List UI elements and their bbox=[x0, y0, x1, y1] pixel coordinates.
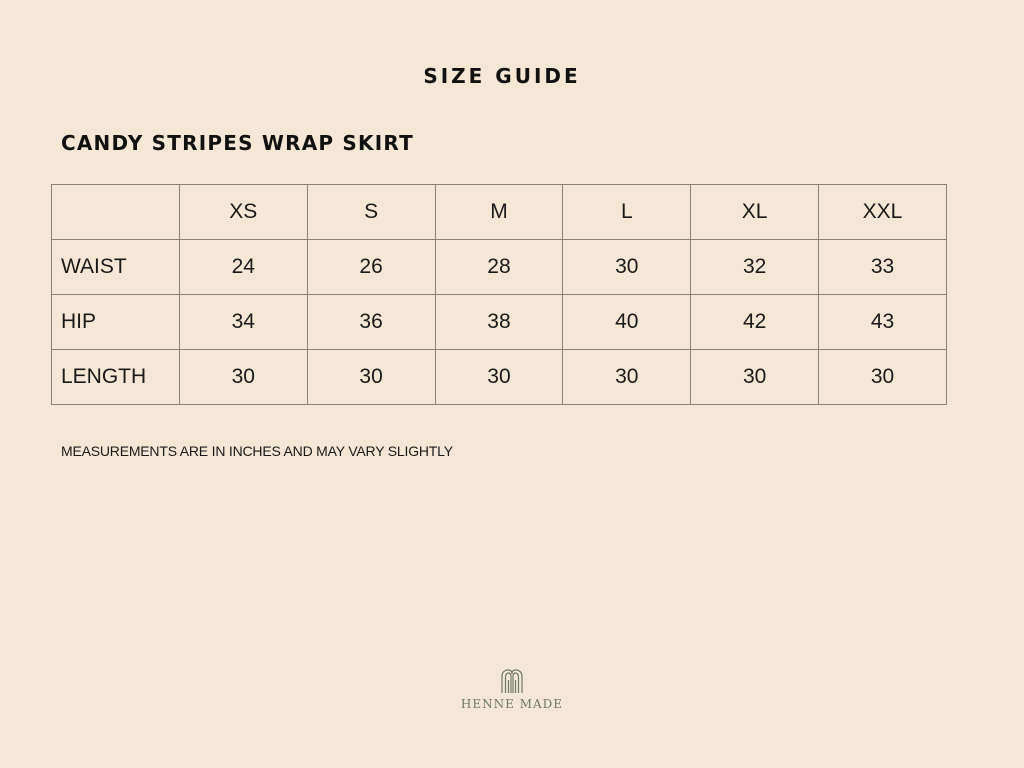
table-cell: 42 bbox=[691, 295, 819, 350]
table-cell: 30 bbox=[691, 350, 819, 405]
table-cell: 34 bbox=[179, 295, 307, 350]
column-header-l: L bbox=[563, 185, 691, 240]
brand-name: HENNE MADE bbox=[460, 697, 564, 711]
arch-monogram-icon bbox=[499, 668, 525, 694]
table-cell: 40 bbox=[563, 295, 691, 350]
table-cell: 26 bbox=[307, 240, 435, 295]
table-row bbox=[52, 295, 947, 350]
table-cell: 28 bbox=[435, 240, 563, 295]
table-cell: 33 bbox=[819, 240, 947, 295]
column-header-s: S bbox=[307, 185, 435, 240]
table-cell: 30 bbox=[179, 350, 307, 405]
table-corner-cell bbox=[52, 185, 180, 240]
measurement-note: MEASUREMENTS ARE IN INCHES AND MAY VARY SLIGHTLY bbox=[61, 443, 453, 459]
column-header-xs: XS bbox=[179, 185, 307, 240]
column-header-m: M bbox=[435, 185, 563, 240]
brand-footer bbox=[0, 668, 1024, 711]
table-cell: 30 bbox=[563, 240, 691, 295]
size-table bbox=[51, 184, 947, 405]
table-row bbox=[52, 240, 947, 295]
table-cell: 30 bbox=[307, 350, 435, 405]
row-label-hip: HIP bbox=[52, 295, 180, 350]
table-header-row bbox=[52, 185, 947, 240]
row-label-length: LENGTH bbox=[52, 350, 180, 405]
product-title: CANDY STRIPES WRAP SKIRT bbox=[61, 131, 414, 155]
column-header-xl: XL bbox=[691, 185, 819, 240]
column-header-xxl: XXL bbox=[819, 185, 947, 240]
table-row bbox=[52, 350, 947, 405]
row-label-waist: WAIST bbox=[52, 240, 180, 295]
table-cell: 30 bbox=[435, 350, 563, 405]
page-title: SIZE GUIDE bbox=[423, 64, 581, 88]
table-cell: 30 bbox=[563, 350, 691, 405]
table-cell: 24 bbox=[179, 240, 307, 295]
table-cell: 36 bbox=[307, 295, 435, 350]
table-cell: 38 bbox=[435, 295, 563, 350]
table-cell: 30 bbox=[819, 350, 947, 405]
table-cell: 32 bbox=[691, 240, 819, 295]
table-cell: 43 bbox=[819, 295, 947, 350]
